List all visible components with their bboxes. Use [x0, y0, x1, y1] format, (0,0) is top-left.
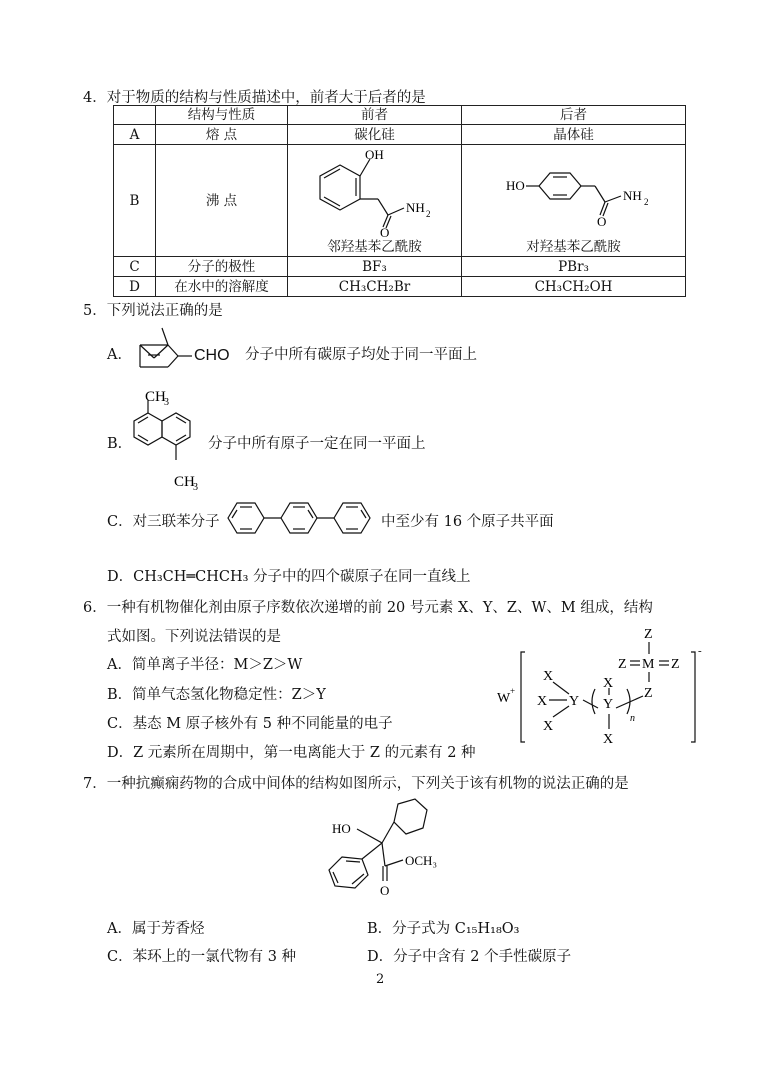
q5-c-key: C．对三联苯分子: [107, 514, 220, 530]
x-label: X: [603, 732, 614, 747]
table-row: [114, 125, 686, 145]
q6-stem-line1: 6．一种有机物催化剂由原子序数依次递增的前 20 号元素 X、Y、Z、W、M 组成，结构: [83, 600, 653, 616]
table-header-row: [114, 106, 686, 125]
row-prop: 熔 点: [156, 125, 288, 145]
q4-stem: 4．对于物质的结构与性质描述中，前者大于后者的是: [83, 90, 426, 106]
header-cell: [114, 106, 156, 125]
cho-label: CHO: [194, 347, 230, 364]
nh-subscript: 2: [644, 197, 649, 207]
row-prop: 分子的极性: [156, 257, 288, 277]
ch3-bottom-label: CH: [174, 474, 195, 490]
z-label: Z: [644, 627, 653, 642]
y-label: Y: [603, 697, 614, 712]
nh-label: NH: [406, 200, 425, 215]
row-former: CH₃CH₂Br: [288, 277, 462, 297]
row-latter: 晶体硅: [462, 125, 686, 145]
q7-option-b: B．分子式为 C₁₅H₁₈O₃: [367, 921, 520, 937]
w-charge: +: [510, 686, 516, 696]
ch3-top-subscript: 3: [164, 397, 169, 408]
q5-a-key: A．: [107, 347, 132, 363]
row-key: A: [114, 125, 156, 145]
row-prop: 沸 点: [156, 145, 288, 257]
z-label: Z: [644, 686, 653, 701]
row-latter: 对羟基苯乙酰胺: [526, 239, 621, 255]
ch3-bottom-subscript: 3: [193, 482, 198, 493]
x-label: X: [537, 694, 548, 709]
nh-subscript: 2: [426, 209, 431, 219]
w-label: W: [497, 691, 511, 706]
q5-a-text: 分子中所有碳原子均处于同一平面上: [245, 347, 477, 363]
q7-option-d: D．分子中含有 2 个手性碳原子: [367, 949, 572, 965]
o-label: O: [380, 225, 390, 240]
q7-stem: 7．一种抗癫痫药物的合成中间体的结构如图所示，下列关于该有机物的说法正确的是: [83, 776, 629, 792]
z-label: Z: [618, 657, 627, 672]
q5-stem: 5．下列说法正确的是: [83, 303, 223, 319]
x-label: X: [603, 676, 614, 691]
och3-label: OCH₃: [405, 853, 437, 868]
row-former: 碳化硅: [288, 125, 462, 145]
row-latter: CH₃CH₂OH: [462, 277, 686, 297]
row-latter: PBr₃: [462, 257, 686, 277]
row-prop: 在水中的溶解度: [156, 277, 288, 297]
q7-option-c: C．苯环上的一氯代物有 3 种: [107, 949, 297, 965]
q5-d-text: D．CH₃CH═CHCH₃ 分子中的四个碳原子在同一直线上: [107, 569, 471, 585]
n-label: n: [630, 713, 635, 724]
antiepileptic-intermediate-structure: [310, 795, 470, 900]
para-hydroxyphenylacetamide-structure: [505, 145, 685, 235]
q6-option-d: D．Z 元素所在周期中，第一电离能大于 Z 的元素有 2 种: [107, 745, 476, 761]
q6-option-c: C．基态 M 原子核外有 5 种不同能量的电子: [107, 716, 393, 732]
m-label: M: [642, 657, 655, 672]
row-key: C: [114, 257, 156, 277]
header-cell: 后者: [462, 106, 686, 125]
q5-c-text: 中至少有 16 个原子共平面: [381, 514, 554, 530]
ho-label: HO: [332, 821, 351, 836]
o-label: O: [597, 214, 607, 229]
bicyclic-aldehyde-structure: [130, 325, 200, 375]
table-row: [114, 277, 686, 297]
catalyst-structure: [495, 624, 715, 749]
q5-b-text: 分子中所有原子一定在同一平面上: [208, 436, 426, 452]
page-number: 2: [376, 972, 385, 987]
ch3-top-label: CH: [145, 389, 166, 405]
header-cell: 前者: [288, 106, 462, 125]
q5-b-key: B．: [107, 436, 133, 452]
oh-label: OH: [365, 147, 384, 162]
dimethylnaphthalene-structure: [128, 385, 208, 493]
q7-option-a: A．属于芳香烃: [107, 921, 205, 937]
row-key: B: [114, 145, 156, 257]
z-label: Z: [671, 657, 680, 672]
nh-label: NH: [623, 188, 642, 203]
anion-charge: -: [698, 645, 702, 657]
x-label: X: [543, 719, 554, 734]
q6-stem-line2: 式如图。下列说法错误的是: [107, 629, 281, 645]
terphenyl-structure: [223, 498, 383, 538]
header-cell: 结构与性质: [156, 106, 288, 125]
table-row: [114, 257, 686, 277]
q6-option-a: A．简单离子半径：M＞Z＞W: [107, 657, 303, 673]
row-key: D: [114, 277, 156, 297]
ortho-hydroxyphenylacetamide-structure: [310, 145, 460, 240]
ho-label: HO: [506, 178, 525, 193]
x-label: X: [543, 669, 554, 684]
q6-option-b: B．简单气态氢化物稳定性：Z＞Y: [107, 687, 326, 703]
row-former: 邻羟基苯乙酰胺: [327, 239, 422, 255]
row-former: BF₃: [288, 257, 462, 277]
o-label: O: [380, 883, 390, 898]
y-label: Y: [569, 694, 580, 709]
